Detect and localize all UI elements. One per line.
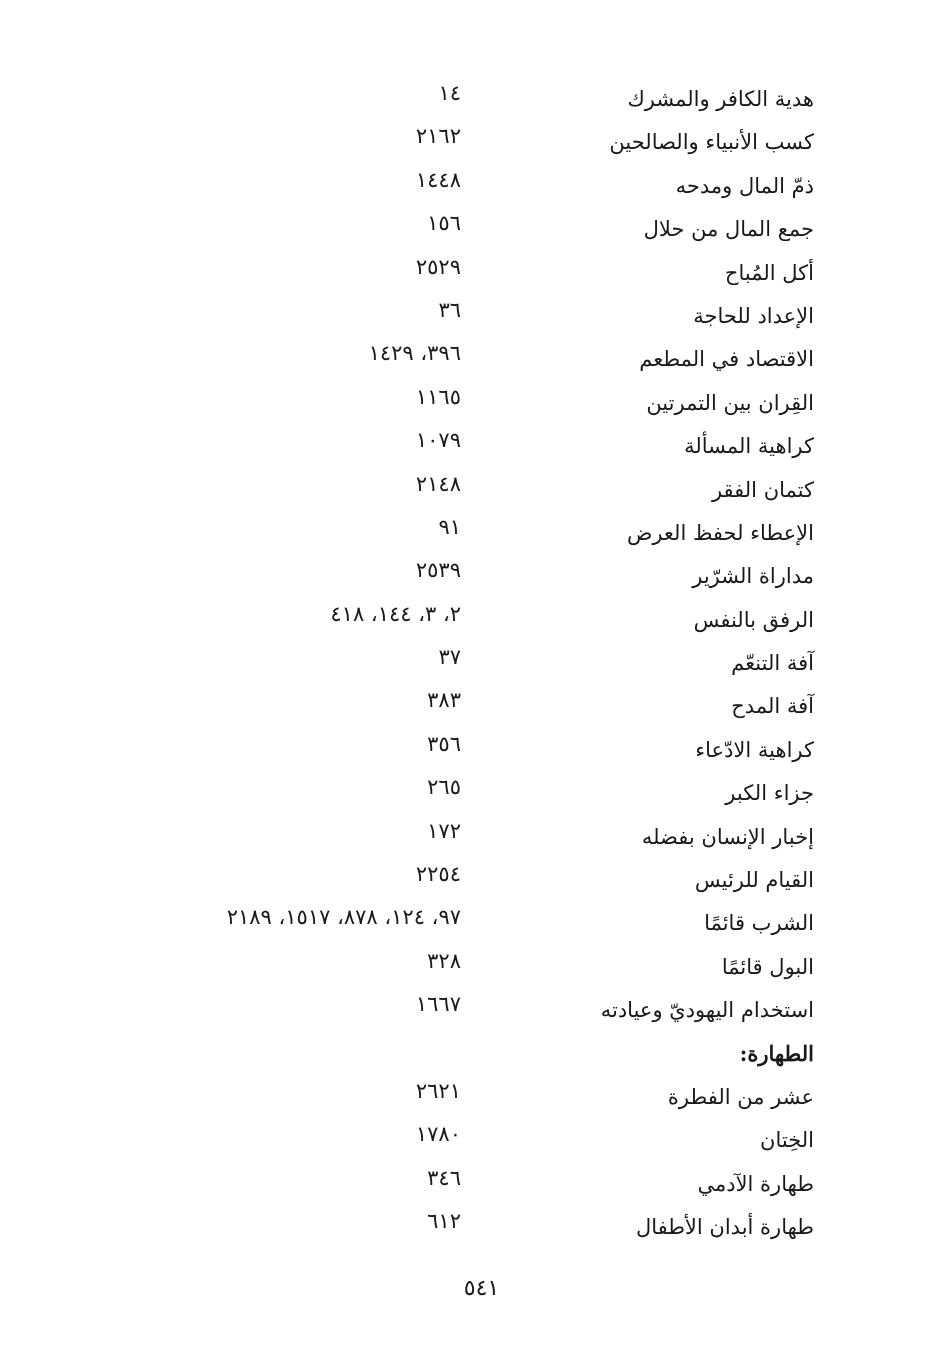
index-entry xyxy=(0,469,939,512)
entry-pages: ١٦٦٧ xyxy=(415,992,461,1017)
index-entry xyxy=(0,295,939,338)
index-entry xyxy=(0,859,939,902)
index-entry xyxy=(0,989,939,1032)
index-entry xyxy=(0,1163,939,1206)
index-entry xyxy=(0,1076,939,1119)
entry-topic: الخِتان xyxy=(760,1128,814,1153)
entry-topic: الإعداد للحاجة xyxy=(693,303,814,328)
index-entry xyxy=(0,729,939,772)
entry-topic: الإعطاء لحفظ العرض xyxy=(626,520,814,545)
entry-pages: ٣٦ xyxy=(438,297,461,322)
entry-topic: هدية الكافر والمشرك xyxy=(627,87,814,111)
index-entry xyxy=(0,772,939,815)
entry-pages: ٣٥٦ xyxy=(427,731,461,756)
index-entry xyxy=(0,1206,939,1249)
index-entry xyxy=(0,208,939,251)
entry-topic: عشر من الفطرة xyxy=(667,1084,814,1109)
index-entry xyxy=(0,121,939,164)
entry-pages: ١١٦٥ xyxy=(415,384,461,409)
entry-topic: كتمان الفقر xyxy=(711,477,814,502)
entry-topic: آفة المدح xyxy=(731,694,814,719)
entry-topic: البول قائمًا xyxy=(721,954,814,979)
index-entry xyxy=(0,946,939,989)
entry-pages: ١٠٧٩ xyxy=(415,428,461,453)
page-number: ٥٤١ xyxy=(463,1276,500,1301)
index-entry xyxy=(0,599,939,642)
entry-topic: مداراة الشرّير xyxy=(692,564,814,589)
index-entry xyxy=(0,642,939,685)
entry-pages: ٩١ xyxy=(438,514,461,539)
entry-pages: ١٤٤٨ xyxy=(415,167,461,192)
section-heading xyxy=(0,1033,939,1076)
entry-topic: الاقتصاد في المطعم xyxy=(639,347,814,372)
entry-topic: طهارة الآدمي xyxy=(697,1171,814,1196)
entry-pages: ٢٢٥٤ xyxy=(415,862,461,887)
entry-topic: القيام للرئيس xyxy=(694,868,814,893)
entry-pages: ٣٢٨ xyxy=(427,948,461,973)
entry-pages: ٢٥٢٩ xyxy=(415,254,461,279)
entry-topic: آفة التنعّم xyxy=(731,651,814,676)
entry-pages: ١٥٦ xyxy=(427,211,461,236)
index-entry xyxy=(0,512,939,555)
entry-topic: استخدام اليهوديّ وعيادته xyxy=(600,998,814,1023)
entry-pages: ٢١٤٨ xyxy=(415,471,461,496)
entry-topic: الرفق بالنفس xyxy=(693,607,814,632)
index-entry xyxy=(0,338,939,381)
entry-pages: ٢١٦٢ xyxy=(415,124,461,149)
entry-topic: القِران بين التمرتين xyxy=(646,390,814,415)
index-entry xyxy=(0,425,939,468)
entry-topic: الطهارة: xyxy=(739,1040,814,1066)
entry-pages: ٢٦٢١ xyxy=(415,1078,461,1103)
entry-pages: ٩٧، ١٢٤، ٨٧٨، ١٥١٧، ٢١٨٩ xyxy=(226,905,461,930)
entry-pages: ٢٥٣٩ xyxy=(415,558,461,583)
entry-topic: أكل المُباح xyxy=(724,260,814,285)
entry-pages: ٣٨٣ xyxy=(427,688,461,713)
entry-topic: طهارة أبدان الأطفال xyxy=(635,1215,814,1240)
index-entry xyxy=(0,78,939,121)
entry-pages: ٣٩٦، ١٤٢٩ xyxy=(368,341,461,366)
entry-topic: جمع المال من حلال xyxy=(643,217,814,242)
entry-pages: ٣٧ xyxy=(438,645,461,670)
index-entry xyxy=(0,816,939,859)
index-entry xyxy=(0,902,939,945)
index-entry xyxy=(0,1119,939,1162)
entry-pages: ٢، ٣، ١٤٤، ٤١٨ xyxy=(330,601,461,626)
entry-pages: ١٧٨٠ xyxy=(415,1122,461,1147)
entry-topic: كراهية المسألة xyxy=(684,434,814,459)
entry-pages: ١٧٢ xyxy=(427,818,461,843)
index-entry xyxy=(0,165,939,208)
index-entry xyxy=(0,555,939,598)
entry-topic: كراهية الادّعاء xyxy=(695,737,814,762)
entry-topic: ذمّ المال ومدحه xyxy=(675,173,814,198)
index-entry xyxy=(0,685,939,728)
entry-topic: الشرب قائمًا xyxy=(704,911,814,936)
entry-topic: كسب الأنبياء والصالحين xyxy=(609,130,814,155)
entry-pages: ١٤ xyxy=(438,81,461,105)
entry-pages: ٣٤٦ xyxy=(427,1165,461,1190)
entry-pages: ٦١٢ xyxy=(427,1209,461,1234)
index-entry xyxy=(0,252,939,295)
entry-pages: ٢٦٥ xyxy=(427,775,461,800)
entry-topic: إخبار الإنسان بفضله xyxy=(641,824,814,849)
index-entry xyxy=(0,382,939,425)
index-list xyxy=(0,78,939,1250)
entry-topic: جزاء الكبر xyxy=(725,781,814,806)
